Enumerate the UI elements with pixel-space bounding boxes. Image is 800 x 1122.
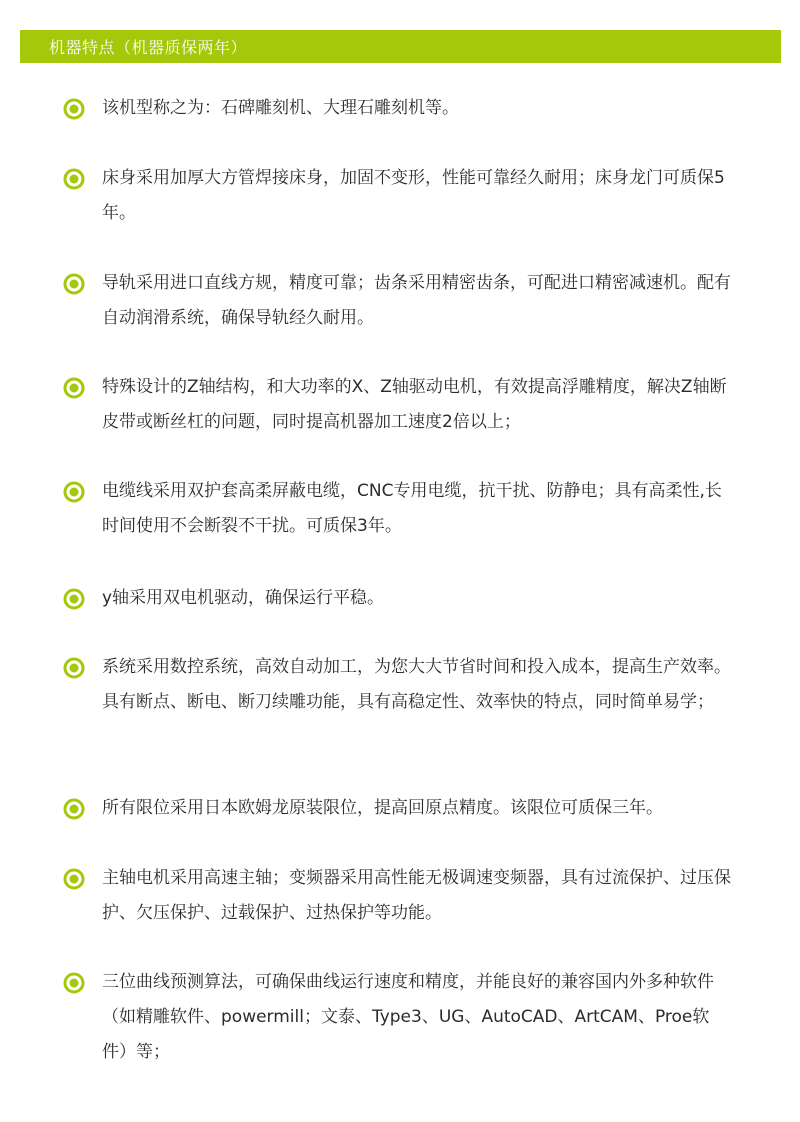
circle-target-icon	[63, 588, 85, 610]
feature-text: 所有限位采用日本欧姆龙原装限位，提高回原点精度。该限位可质保三年。	[102, 798, 663, 818]
feature-text: 该机型称之为：石碑雕刻机、大理石雕刻机等。	[102, 98, 459, 118]
feature-text: 特殊设计的Z轴结构，和大功率的X、Z轴驱动电机，有效提高浮雕精度，解决Z轴断皮带或断丝杠的问题，同时提高机器加工速度2倍以上；	[102, 377, 727, 432]
section-title: 机器特点（机器质保两年）	[49, 38, 248, 57]
feature-text: 系统采用数控系统，高效自动加工，为您大大节省时间和投入成本，提高生产效率。具有断点、断电、断刀续雕功能，具有高稳定性、效率快的特点，同时简单易学；	[102, 657, 731, 712]
circle-target-icon	[63, 168, 85, 190]
circle-target-icon	[63, 481, 85, 503]
circle-target-icon	[63, 657, 85, 679]
circle-target-icon	[63, 98, 85, 120]
feature-text: 三位曲线预测算法，可确保曲线运行速度和精度，并能良好的兼容国内外多种软件（如精雕软件、powermill；文泰、Type3、UG、AutoCAD、ArtCAM、Proe软件）等；	[102, 972, 714, 1062]
circle-target-icon	[63, 868, 85, 890]
circle-target-icon	[63, 273, 85, 295]
circle-target-icon	[63, 377, 85, 399]
feature-text: 床身采用加厚大方管焊接床身，加固不变形，性能可靠经久耐用；床身龙门可质保5年。	[102, 168, 725, 223]
feature-text: y轴采用双电机驱动，确保运行平稳。	[102, 588, 385, 608]
circle-target-icon	[63, 972, 85, 994]
circle-target-icon	[63, 798, 85, 820]
feature-text: 主轴电机采用高速主轴；变频器采用高性能无极调速变频器，具有过流保护、过压保护、欠压保护、过载保护、过热保护等功能。	[102, 868, 731, 923]
feature-text: 导轨采用进口直线方规，精度可靠；齿条采用精密齿条，可配进口精密减速机。配有自动润滑系统，确保导轨经久耐用。	[102, 273, 731, 328]
feature-text: 电缆线采用双护套高柔屏蔽电缆，CNC专用电缆，抗干扰、防静电；具有高柔性,长时间使用不会断裂不干扰。可质保3年。	[102, 481, 722, 536]
